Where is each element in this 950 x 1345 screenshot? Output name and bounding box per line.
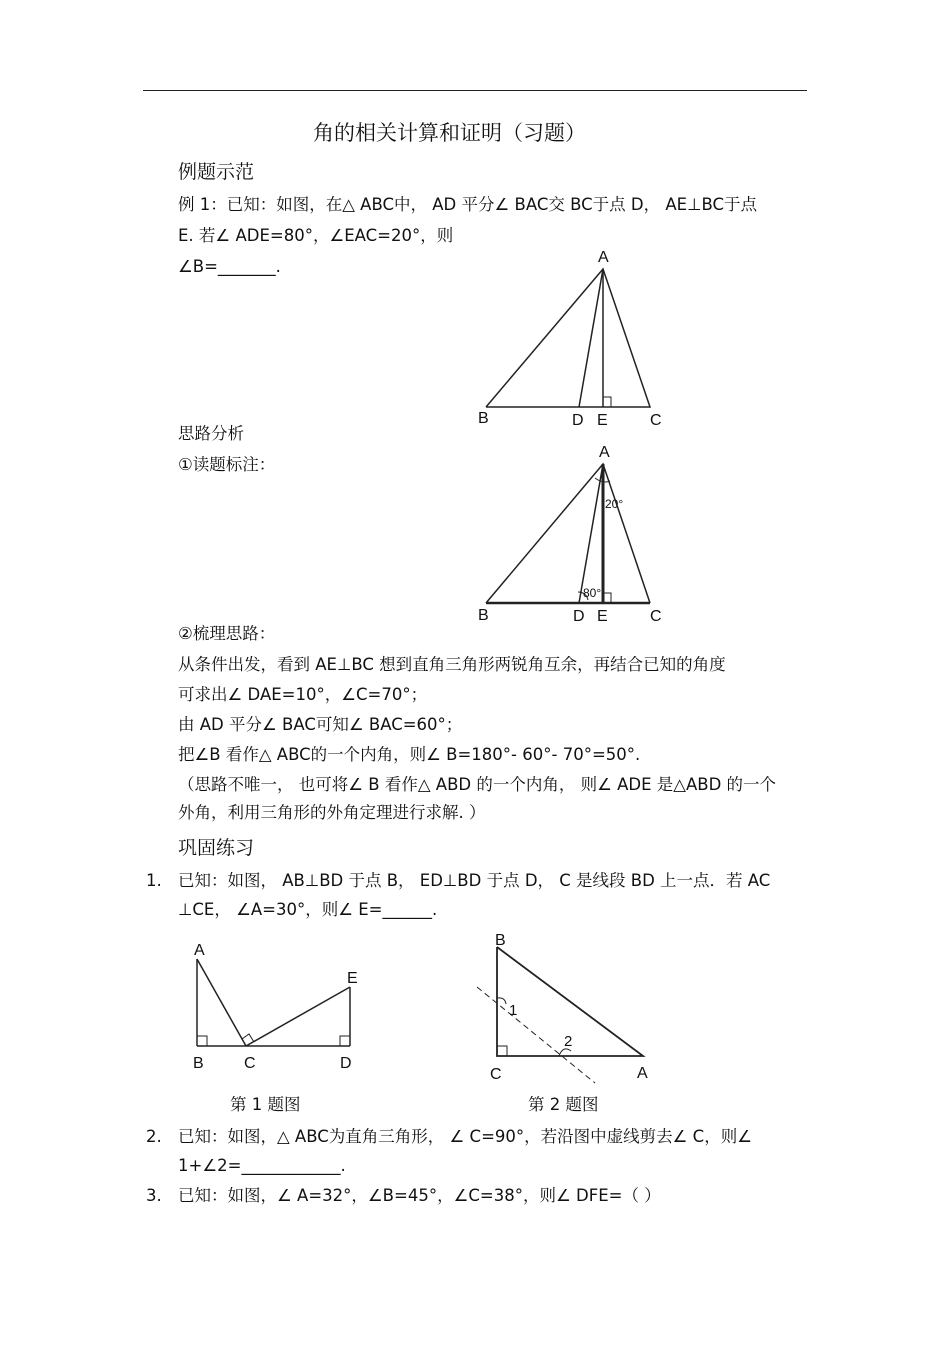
- analysis-step-1: ①读题标注：: [178, 455, 276, 474]
- analysis-heading: 思路分析: [178, 424, 244, 443]
- label-a: A: [194, 942, 205, 959]
- bisector-ad: [579, 269, 603, 407]
- figure-2-caption: 第 2 题图: [528, 1095, 599, 1114]
- header-rule: [143, 90, 807, 91]
- label-e: E: [597, 608, 608, 625]
- example-heading: 例题示范: [178, 161, 255, 183]
- example-text-line-3: ∠B=_______.: [178, 257, 281, 276]
- example-text-line-2: E. 若∠ ADE=80°，∠EAC=20°，则: [178, 226, 454, 245]
- problem-2-number: 2.: [146, 1127, 162, 1146]
- problem-2-figure: [465, 925, 665, 1085]
- label-a: A: [599, 444, 610, 461]
- problem-1-line-1: 已知：如图， AB⊥BD 于点 B， ED⊥BD 于点 D， C 是线段 BD 上一点．若 AC: [178, 871, 771, 890]
- analysis-line-2: 可求出∠ DAE=10°，∠C=70°；: [178, 685, 428, 704]
- practice-heading: 巩固练习: [178, 837, 255, 859]
- problem-1-number: 1.: [146, 871, 162, 890]
- label-c: C: [490, 1066, 502, 1083]
- problem-3-line-1: 已知：如图，∠ A=32°，∠B=45°，∠C=38°，则∠ DFE=（ ）: [178, 1186, 661, 1205]
- problem-1-line-2: ⊥CE， ∠A=30°，则∠ E=______.: [178, 900, 438, 919]
- angle-arc-1: [497, 998, 506, 1004]
- label-a: A: [637, 1065, 648, 1082]
- right-angle-b: [197, 1036, 207, 1046]
- right-angle-d: [340, 1036, 350, 1046]
- analysis-step-2: ②梳理思路：: [178, 624, 276, 643]
- problem-2-line-1: 已知：如图，△ ABC为直角三角形， ∠ C=90°，若沿图中虚线剪去∠ C，则∠: [178, 1127, 752, 1146]
- triangle-abc: [486, 269, 650, 407]
- label-d: D: [573, 608, 585, 625]
- angle-label-20: 20°: [605, 497, 624, 511]
- angle-label-80: 80°: [583, 586, 602, 600]
- problem-3-number: 3.: [146, 1186, 162, 1205]
- label-b: B: [495, 932, 506, 949]
- segment-ce: [246, 987, 350, 1046]
- label-b: B: [193, 1055, 204, 1072]
- page-title: 角的相关计算和证明（习题）: [313, 121, 586, 145]
- annotated-triangle-figure: [470, 440, 690, 630]
- triangle-sides: [486, 464, 650, 603]
- example-triangle-figure: [470, 245, 690, 435]
- problem-1-figure: [185, 935, 375, 1075]
- analysis-line-1: 从条件出发，看到 AE⊥BC 想到直角三角形两锐角互余，再结合已知的角度: [178, 655, 726, 674]
- problem-2-line-2: 1+∠2=____________.: [178, 1156, 346, 1175]
- label-d: D: [572, 412, 584, 429]
- example-text-line-1: 例 1：已知：如图，在△ ABC中， AD 平分∠ BAC交 BC于点 D， AE⊥BC于点: [178, 195, 757, 214]
- bisector-ad: [579, 464, 603, 603]
- label-c: C: [244, 1055, 256, 1072]
- label-b: B: [478, 410, 489, 427]
- label-angle-2: 2: [564, 1033, 573, 1050]
- analysis-line-5: （思路不唯一， 也可将∠ B 看作△ ABD 的一个内角， 则∠ ADE 是△ABD 的一个: [178, 775, 777, 794]
- figure-1-caption: 第 1 题图: [230, 1095, 301, 1114]
- right-angle-mark: [603, 397, 611, 407]
- label-b: B: [478, 607, 489, 624]
- analysis-line-4: 把∠B 看作△ ABC的一个内角，则∠ B=180°- 60°- 70°=50°.: [178, 745, 641, 764]
- analysis-line-6: 外角，利用三角形的外角定理进行求解. ）: [178, 803, 486, 822]
- label-d: D: [340, 1055, 352, 1072]
- segment-ac: [197, 959, 246, 1046]
- label-c: C: [650, 412, 662, 429]
- label-e: E: [347, 970, 358, 987]
- label-c: C: [650, 608, 662, 625]
- right-angle-c: [497, 1046, 507, 1056]
- label-e: E: [597, 412, 608, 429]
- analysis-line-3: 由 AD 平分∠ BAC可知∠ BAC=60°；: [178, 715, 463, 734]
- label-a: A: [598, 249, 609, 266]
- label-angle-1: 1: [509, 1002, 518, 1019]
